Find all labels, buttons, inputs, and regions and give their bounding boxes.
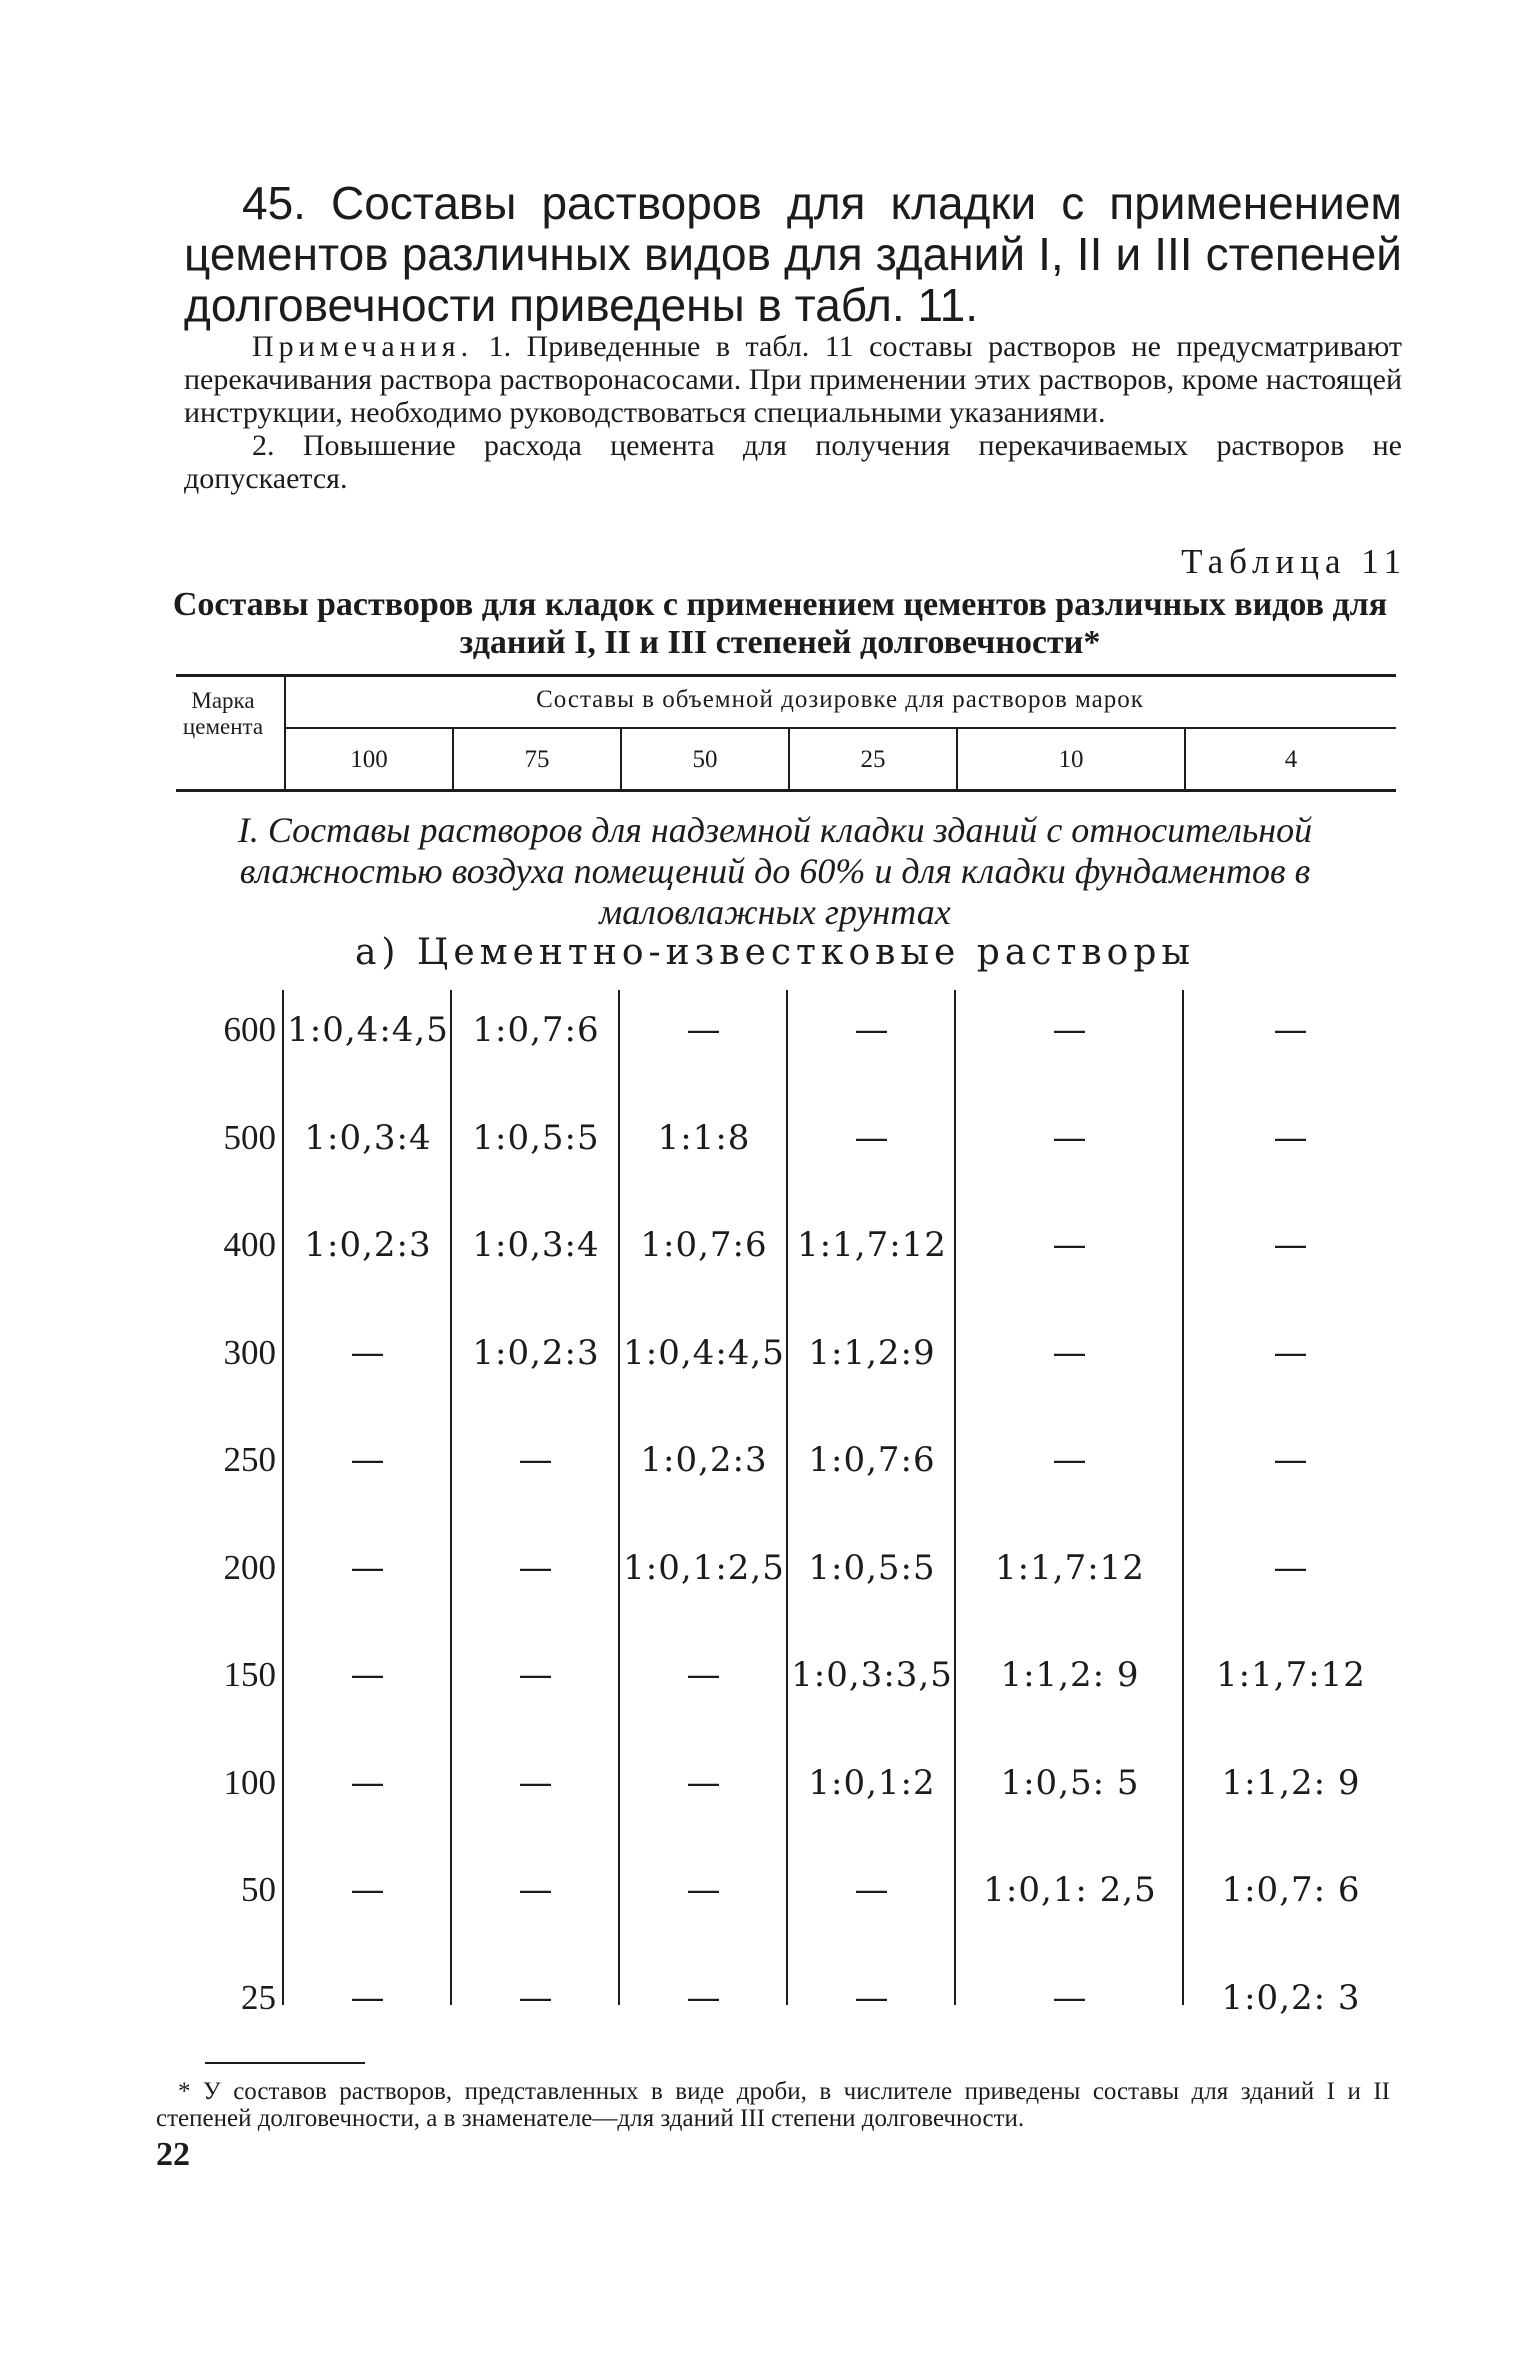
composition-cell: —	[686, 1655, 722, 1695]
composition-cell: 1:0,7: 6	[1221, 1870, 1361, 1910]
composition-cell: —	[854, 1010, 890, 1050]
body-divider-1	[450, 990, 452, 2005]
composition-cell: —	[350, 1870, 386, 1910]
subsection-title: а) Цементно-известковые растворы	[354, 932, 1196, 973]
composition-cell: —	[1273, 1118, 1309, 1158]
composition-cell: 1:0,1: 2,5	[983, 1870, 1157, 1910]
composition-cell: —	[1273, 1225, 1309, 1265]
composition-cell: —	[1273, 1333, 1309, 1373]
composition-cell: 1:1,2: 9	[1221, 1763, 1361, 1803]
footnote	[156, 2078, 1390, 2132]
composition-cell: —	[854, 1870, 890, 1910]
composition-cell: 1:0,4:4,5	[623, 1333, 785, 1373]
composition-cell: —	[518, 1655, 554, 1695]
table-number: Таблица 11	[1181, 542, 1407, 581]
note-1-text: 1. Приведенные в табл. 11 составы растворов не предусматривают перекачивания раствора растворонасосами. При применении этих растворов, кроме настоящей инструкции, необходимо руководствоваться специальными указаниями.	[184, 330, 1403, 429]
composition-cell: —	[1052, 1333, 1088, 1373]
composition-cell: —	[518, 1548, 554, 1588]
note-1	[184, 330, 1402, 429]
composition-cell: 1:0,5: 5	[1000, 1763, 1140, 1803]
composition-cell: 1:0,7:6	[472, 1010, 600, 1050]
composition-cell: 1:0,3:4	[472, 1225, 600, 1265]
composition-cell: 1:0,5:5	[808, 1548, 936, 1588]
footnote-text: * У составов растворов, представленных в виде дроби, в числителе приведены составы для зданий I и II степеней долговечности, а в знаменателе—для зданий III степени долговечности.	[156, 2078, 1390, 2132]
composition-cell: —	[350, 1763, 386, 1803]
composition-cell: —	[350, 1978, 386, 2018]
composition-cell: —	[854, 1118, 890, 1158]
row-mark-cell: 150	[223, 1655, 276, 1694]
body-divider-2	[618, 990, 620, 2005]
row-mark-cell: 250	[223, 1440, 276, 1479]
header-col-100: 100	[350, 746, 388, 773]
row-mark-cell: 300	[223, 1333, 276, 1372]
row-mark-cell: 200	[223, 1548, 276, 1587]
section-title: I. Составы растворов для надземной кладки зданий с относительной влажностью воздуха помещений до 60% и для кладки фундаментов в маловлажных грунтах	[237, 810, 1313, 932]
row-mark-cell: 25	[241, 1978, 276, 2017]
header-col-10: 10	[1058, 746, 1084, 773]
composition-cell: —	[518, 1440, 554, 1480]
composition-cell: —	[686, 1763, 722, 1803]
composition-cell: —	[686, 1010, 722, 1050]
composition-cell: —	[1052, 1118, 1088, 1158]
composition-cell: 1:0,5:5	[472, 1118, 600, 1158]
composition-cell: 1:0,2:3	[472, 1333, 600, 1373]
header-mark-col: Марка цемента	[182, 688, 264, 739]
composition-cell: —	[518, 1870, 554, 1910]
composition-cell: —	[686, 1870, 722, 1910]
composition-cell: —	[518, 1763, 554, 1803]
composition-cell: —	[854, 1978, 890, 2018]
composition-cell: —	[686, 1978, 722, 2018]
composition-cell: 1:0,1:2,5	[623, 1548, 785, 1588]
composition-cell: 1:0,4:4,5	[287, 1010, 449, 1050]
notes-block	[184, 330, 1402, 495]
composition-cell: —	[1052, 1440, 1088, 1480]
composition-cell: —	[1273, 1010, 1309, 1050]
row-mark-cell: 600	[223, 1010, 276, 1049]
header-col-50: 50	[692, 746, 718, 773]
composition-cell: —	[1052, 1010, 1088, 1050]
composition-cell: 1:1,7:12	[1216, 1655, 1366, 1695]
header-bottom-rule	[176, 789, 1396, 792]
note-2: 2. Повышение расхода цемента для получения перекачиваемых растворов не допускается.	[184, 429, 1402, 495]
notes-label: Примечания.	[252, 330, 474, 363]
table-title: Составы растворов для кладок с применением цементов различных видов для зданий I, II и III степеней долговечности*	[172, 586, 1388, 661]
footnote-rule	[205, 2062, 365, 2064]
row-mark-cell: 400	[223, 1225, 276, 1264]
composition-cell: —	[1273, 1440, 1309, 1480]
composition-cell: 1:0,7:6	[640, 1225, 768, 1265]
composition-cell: —	[350, 1548, 386, 1588]
composition-cell: 1:0,2: 3	[1221, 1978, 1361, 2018]
composition-cell: 1:1,2:9	[808, 1333, 936, 1373]
composition-cell: —	[518, 1978, 554, 2018]
composition-cell: 1:0,3:4	[304, 1118, 432, 1158]
composition-cell: 1:0,7:6	[808, 1440, 936, 1480]
composition-cell: —	[1052, 1225, 1088, 1265]
composition-cell: 1:0,2:3	[304, 1225, 432, 1265]
paragraph-45	[184, 178, 1402, 331]
body-divider-mark	[282, 990, 284, 2005]
composition-cell: 1:1,7:12	[797, 1225, 947, 1265]
table-top-rule	[176, 674, 1396, 677]
composition-cell: 1:0,3:3,5	[791, 1655, 953, 1695]
body-divider-3	[786, 990, 788, 2005]
composition-cell: —	[1052, 1978, 1088, 2018]
paragraph-45-text: 45. Составы растворов для кладки с применением цементов различных видов для зданий I, II и III степеней долговечности приведены в табл. 11.	[184, 177, 1402, 331]
body-divider-5	[1182, 990, 1184, 2005]
composition-cell: —	[350, 1333, 386, 1373]
row-mark-cell: 100	[223, 1763, 276, 1802]
page-number: 22	[156, 2136, 190, 2173]
row-mark-cell: 500	[223, 1118, 276, 1157]
header-col-25: 25	[860, 746, 886, 773]
row-mark-cell: 50	[241, 1870, 276, 1909]
header-col-75: 75	[524, 746, 550, 773]
composition-cell: —	[350, 1440, 386, 1480]
composition-cell: —	[1273, 1548, 1309, 1588]
composition-cell: 1:1:8	[657, 1118, 751, 1158]
body-divider-4	[954, 990, 956, 2005]
composition-cell: 1:0,2:3	[640, 1440, 768, 1480]
composition-cell: 1:1,7:12	[995, 1548, 1145, 1588]
composition-cell: 1:1,2: 9	[1000, 1655, 1140, 1695]
composition-cell: —	[350, 1655, 386, 1695]
header-col-4: 4	[1284, 746, 1298, 773]
header-span-label: Составы в объемной дозировке для растворов марок	[536, 686, 1144, 713]
composition-cell: 1:0,1:2	[808, 1763, 936, 1803]
